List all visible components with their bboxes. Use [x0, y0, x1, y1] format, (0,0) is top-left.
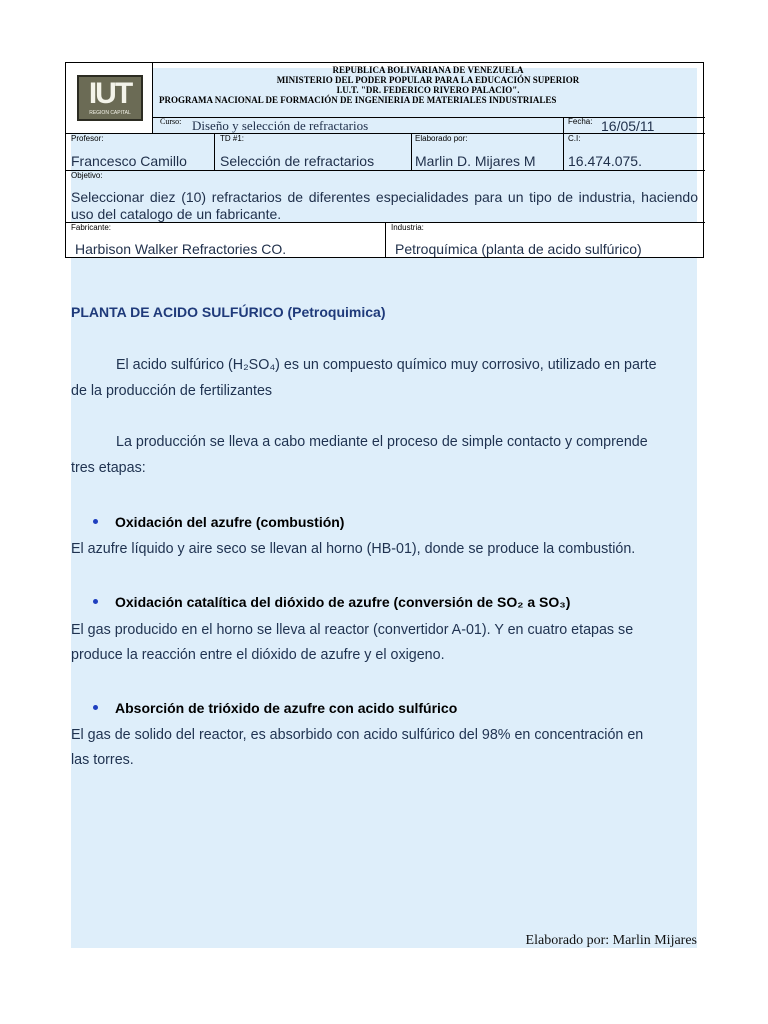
objetivo-value: Seleccionar diez (10) refractarios de diferentes especialidades para un tipo de industria, haciendo uso del catalogo de un fabricante. [71, 189, 698, 222]
ci-label: C.I: [568, 134, 581, 143]
bullet-2-title: Oxidación catalítica del dióxido de azufre (conversión de SO₂ a SO₃) [115, 594, 571, 610]
paragraph-2-line-1: La producción se lleva a cabo mediante el proceso de simple contacto y comprende [116, 434, 648, 450]
bullet-3-line-1: El gas de solido del reactor, es absorbido con acido sulfúrico del 98% en concentración en [71, 727, 644, 743]
header-table [65, 62, 704, 258]
elaborado-label: Elaborado por: [415, 134, 468, 143]
section-title: PLANTA DE ACIDO SULFÚRICO (Petroquimica) [71, 304, 386, 320]
profesor-label: Profesor: [71, 134, 104, 143]
fecha-label: Fecha: [568, 117, 593, 126]
paragraph-1-line-1: El acido sulfúrico (H₂SO₄) es un compuesto químico muy corrosivo, utilizado en parte [116, 357, 657, 373]
institution-heading [154, 65, 702, 105]
bullet-3 [93, 700, 457, 716]
paragraph-1-line-2: de la producción de fertilizantes [71, 383, 273, 399]
profesor-value: Francesco Camillo [71, 153, 187, 169]
industria-label: Industria: [391, 223, 424, 232]
bullet-3-title: Absorción de trióxido de azufre con acido sulfúrico [115, 700, 458, 716]
industria-value: Petroquímica (planta de acido sulfúrico) [395, 241, 642, 257]
fabricante-value: Harbison Walker Refractories CO. [75, 241, 287, 257]
td-label: TD #1: [220, 134, 245, 143]
bullet-2 [93, 594, 570, 610]
fabricante-label: Fabricante: [71, 223, 112, 232]
curso-value: Diseño y selección de refractarios [192, 118, 369, 133]
objetivo-label: Objetivo: [71, 171, 103, 180]
iut-logo: IUT REGION CAPITAL [77, 75, 143, 121]
heading-line-3: I.U.T. "DR. FEDERICO RIVERO PALACIO". [336, 85, 520, 95]
fecha-value: 16/05/11 [601, 118, 655, 134]
bullet-2-line-2: produce la reacción entre el dióxido de azufre y el oxigeno. [71, 647, 445, 663]
bullet-1-text: El azufre líquido y aire seco se llevan al horno (HB-01), donde se produce la combustión. [71, 541, 636, 557]
bullet-2-line-1: El gas producido en el horno se lleva al reactor (convertidor A-01). Y en cuatro etapas se [71, 622, 634, 638]
heading-line-1: REPUBLICA BOLIVARIANA DE VENEZUELA [332, 65, 524, 75]
elaborado-value: Marlin D. Mijares M [415, 153, 536, 169]
paragraph-2-line-2: tres etapas: [71, 460, 146, 476]
bullet-dot-icon [93, 599, 98, 604]
bullet-dot-icon [93, 519, 98, 524]
bullet-dot-icon [93, 705, 98, 710]
heading-line-4: PROGRAMA NACIONAL DE FORMACIÓN DE INGENIERIA DE MATERIALES INDUSTRIALES [159, 95, 557, 105]
td-value: Selección de refractarios [220, 153, 375, 169]
curso-label: Curso: [160, 117, 182, 126]
heading-line-2: MINISTERIO DEL PODER POPULAR PARA LA EDUCACIÓN SUPERIOR [276, 75, 580, 85]
signature: Elaborado por: Marlin Mijares [525, 933, 697, 948]
ci-value: 16.474.075. [568, 153, 642, 169]
bullet-1-title: Oxidación del azufre (combustión) [115, 514, 345, 530]
bullet-3-line-2: las torres. [71, 752, 134, 768]
bullet-1 [93, 514, 344, 530]
